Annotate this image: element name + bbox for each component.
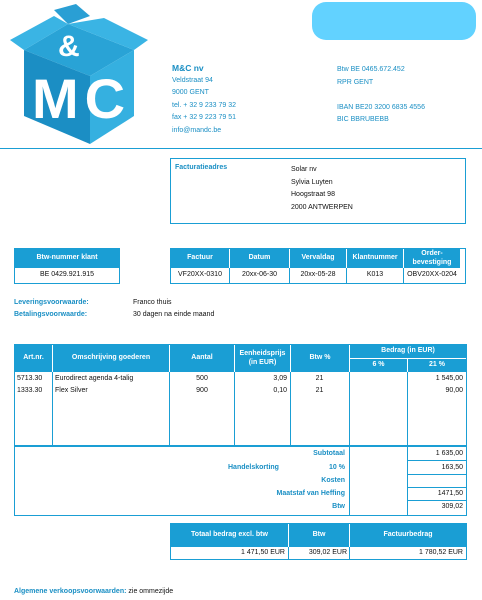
summary-vat-value: 309,02 EUR [308, 549, 347, 556]
item-vat: 21 [315, 387, 324, 394]
col-header-amount: Bedrag (in EUR) [350, 345, 466, 358]
conditions-values [133, 297, 214, 321]
totals-table [14, 446, 467, 516]
company-street: Veldstraat 94 [172, 76, 213, 84]
payment-condition-label: Betalingsvoorwaarde: [14, 311, 88, 318]
company-email[interactable]: info@mandc.be [172, 126, 222, 134]
company-fax: fax + 32 9 223 79 51 [172, 114, 237, 121]
footer-terms [14, 588, 173, 595]
meta-value-2: 20xx-05-28 [300, 271, 336, 278]
company-address [172, 62, 236, 137]
vat-total-value: 309,02 [441, 503, 463, 510]
payment-condition-value: 30 dagen na einde maand [133, 311, 215, 318]
col-header-quantity: Aantal [170, 345, 234, 372]
meta-header-2: Vervaldag [290, 249, 346, 268]
company-rpr: RPR GENT [337, 78, 374, 86]
item-artnr: 1333.30 [17, 387, 43, 394]
item-amount-21: 1 545,00 [435, 375, 463, 382]
item-unit-price: 0,10 [273, 387, 287, 394]
total-excl-value: 1 471,50 EUR [241, 549, 285, 556]
col-header-unit-price: Eenheidsprijs (in EUR) [235, 345, 290, 372]
col-header-amount-6: 6 % [350, 359, 407, 372]
company-registration [337, 64, 425, 127]
vat-total-label: Btw [332, 503, 345, 510]
item-amount-21: 90,00 [445, 387, 463, 394]
taxable-base-label: Maatstaf van Heffing [276, 490, 345, 497]
delivery-condition-value: Franco thuis [133, 299, 172, 306]
customer-vat-value: BE 0429.921.915 [39, 271, 95, 278]
col-header-artnr: Art.nr. [15, 345, 52, 372]
costs-label: Kosten [321, 477, 345, 484]
company-bic: BIC BBRUBEBB [337, 116, 389, 123]
item-unit-price: 3,09 [273, 375, 287, 382]
meta-header-0: Factuur [171, 249, 229, 268]
footer-terms-value: zie ommezijde [128, 588, 174, 595]
footer-terms-label: Algemene verkoopsvoorwaarden: [14, 588, 127, 595]
company-tel: tel. + 32 9 233 79 32 [172, 101, 237, 109]
billing-street: Hoogstraat 98 [291, 191, 335, 198]
meta-header-4: Order- bevestiging [404, 249, 460, 268]
taxable-base-value: 1471,50 [437, 490, 463, 497]
subtotal-label: Subtotaal [313, 450, 345, 457]
items-table [14, 344, 467, 446]
delivery-condition-label: Leveringsvoorwaarde: [14, 299, 89, 306]
col-header-amount-21: 21 % [408, 359, 466, 372]
discount-value: 163,50 [441, 464, 463, 471]
invoice-meta-table [170, 248, 466, 284]
header-divider [0, 148, 482, 149]
company-iban: IBAN BE20 3200 6835 4556 [337, 103, 425, 111]
company-name: M&C nv [172, 63, 204, 73]
summary-table [170, 523, 467, 560]
meta-value-1: 20xx-06-30 [241, 271, 278, 278]
item-artnr: 5713.30 [17, 375, 43, 382]
discount-percent: 10 % [329, 464, 345, 471]
company-logo [6, 4, 152, 146]
billing-city: 2000 ANTWERPEN [291, 203, 353, 211]
customer-vat-label: Btw-nummer klant [15, 249, 119, 268]
summary-vat-label: Btw [289, 524, 349, 547]
meta-header-3: Klantnummer [347, 249, 403, 268]
company-city: 9000 GENT [172, 89, 209, 96]
col-header-description: Omschrijving goederen [53, 345, 169, 372]
billing-label: Facturatieadres [175, 164, 228, 171]
company-btw: Btw BE 0465.672.452 [337, 66, 405, 73]
conditions [14, 297, 89, 321]
customer-vat-box [14, 248, 120, 284]
billing-name: Solar nv [291, 166, 317, 173]
discount-label: Handelskorting [228, 464, 279, 471]
invoice-amount-value: 1 780,52 EUR [419, 549, 463, 556]
total-excl-label: Totaal bedrag excl. btw [171, 524, 288, 547]
item-description: Flex Silver [55, 387, 88, 394]
logo-ampersand: & [58, 30, 80, 63]
item-quantity: 500 [196, 375, 208, 382]
subtotal-value: 1 635,00 [435, 450, 463, 457]
billing-contact: Sylvia Luyten [291, 178, 333, 186]
meta-value-4: OBV20XX-0204 [407, 271, 457, 278]
item-vat: 21 [315, 375, 324, 382]
item-quantity: 900 [196, 387, 208, 394]
meta-value-3: K013 [366, 271, 384, 278]
billing-address-box [170, 158, 466, 224]
redacted-area [312, 2, 476, 40]
billing-details [291, 164, 353, 214]
meta-header-1: Datum [230, 249, 289, 268]
col-header-vat: Btw % [291, 345, 349, 372]
logo-letters: M C [32, 67, 124, 130]
invoice-amount-label: Factuurbedrag [350, 524, 466, 547]
meta-value-0: VF20XX-0310 [178, 271, 222, 278]
item-description: Eurodirect agenda 4-talig [55, 375, 134, 382]
